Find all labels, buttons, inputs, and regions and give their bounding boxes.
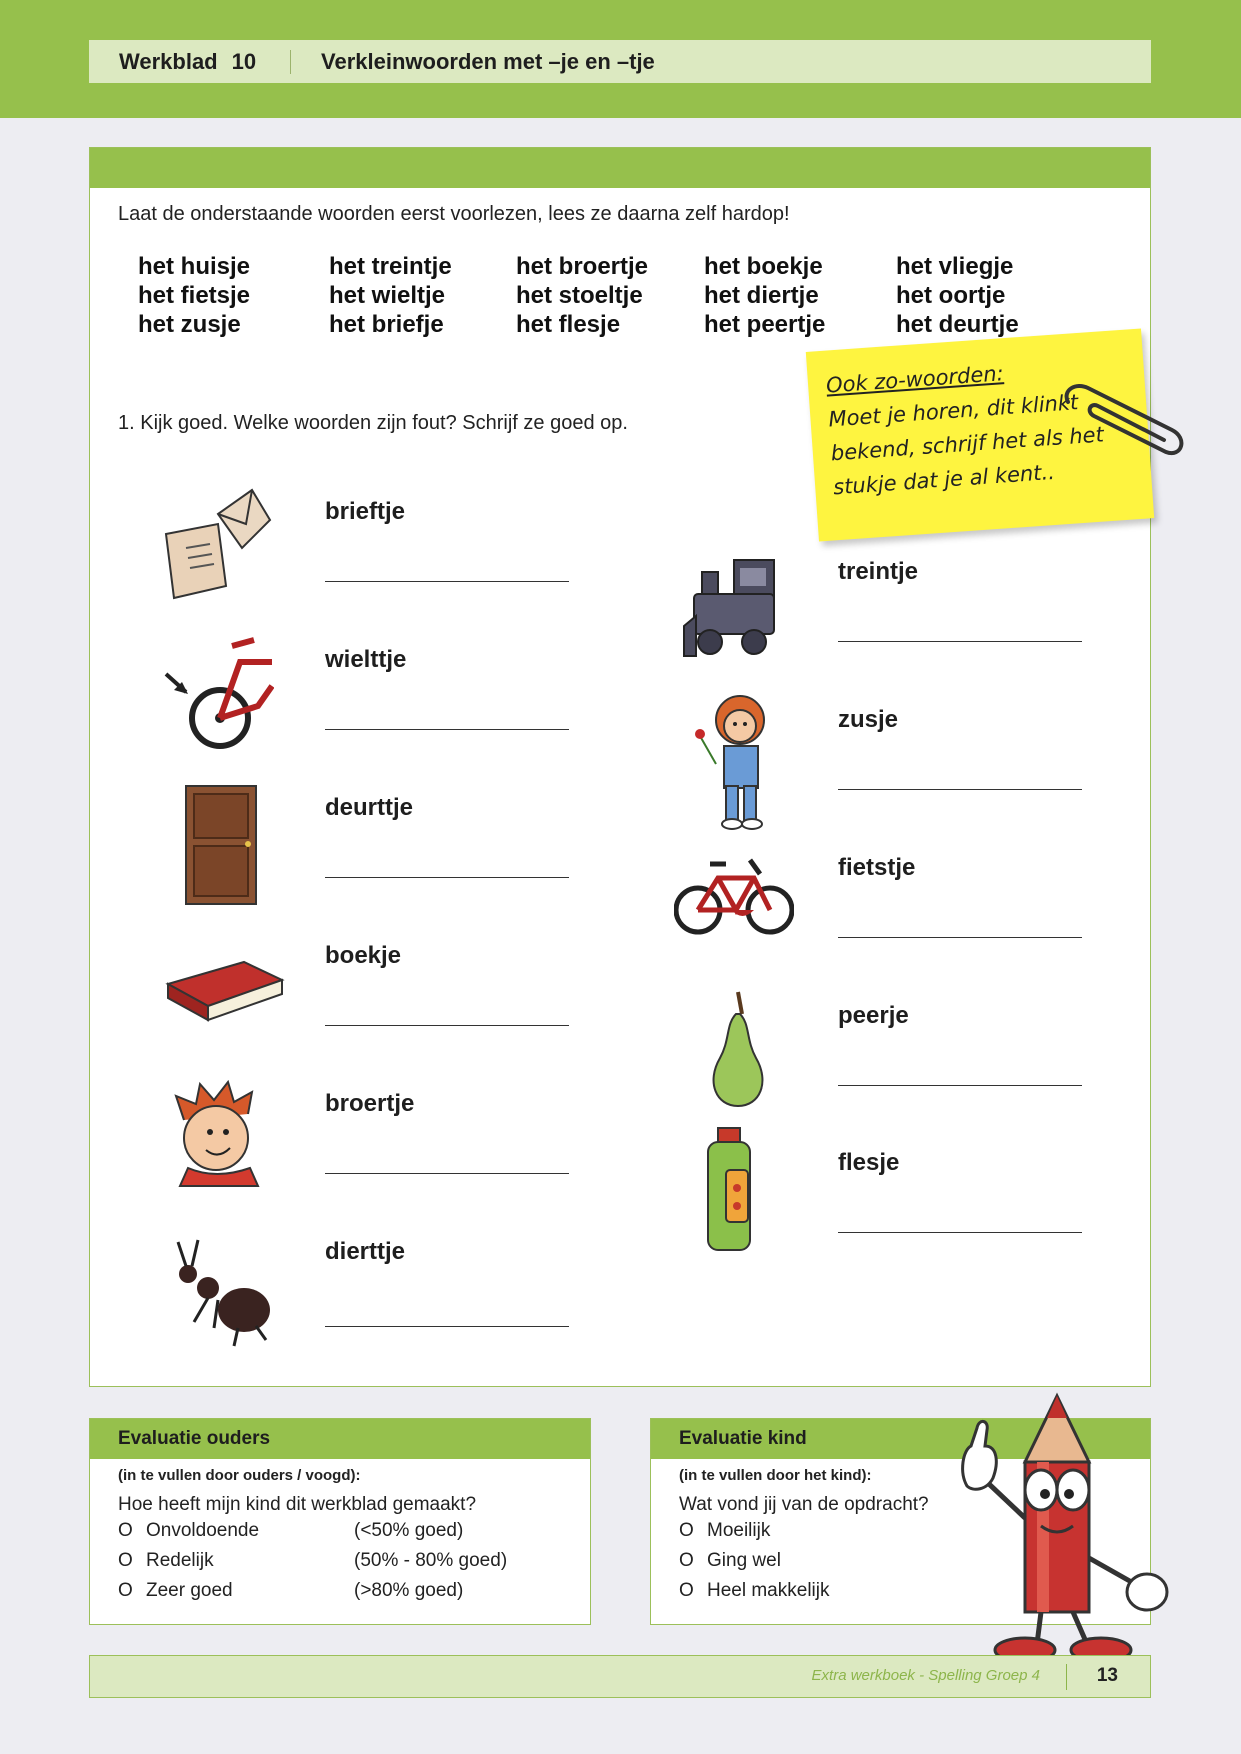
- item-word: boekje: [325, 942, 402, 969]
- answer-line[interactable]: [325, 1173, 569, 1174]
- worksheet-number: 10: [231, 48, 257, 74]
- word: het flesje: [516, 311, 621, 338]
- book-icon: [164, 954, 286, 1026]
- option-circle[interactable]: O: [679, 1520, 694, 1541]
- word: het peertje: [704, 311, 826, 338]
- item-word: zusje: [838, 706, 899, 733]
- girl-icon: [686, 694, 780, 830]
- intro-text: Laat de onderstaande woorden eerst voorlezen, lees ze daarna zelf hardop!: [118, 203, 790, 225]
- option-circle[interactable]: O: [118, 1580, 133, 1601]
- answer-line[interactable]: [325, 1326, 569, 1327]
- option-circle[interactable]: O: [679, 1580, 694, 1601]
- option-range: (50% - 80% goed): [354, 1550, 508, 1571]
- exercise-item-boekje: [325, 942, 585, 970]
- note-line: Moet je horen, dit klinkt: [827, 390, 1079, 432]
- eval-parents-subtitle: (in te vullen door ouders / voogd):: [118, 1467, 361, 1484]
- word-column-2: [329, 252, 516, 339]
- exercise-item-zusje: [838, 706, 1098, 734]
- question-1: 1. Kijk goed. Welke woorden zijn fout? Schrijf ze goed op.: [118, 412, 628, 434]
- pear-icon: [702, 990, 774, 1110]
- option-label: Redelijk: [146, 1550, 214, 1571]
- item-word: deurttje: [325, 794, 414, 821]
- boy-icon: [166, 1080, 270, 1188]
- answer-line[interactable]: [838, 1085, 1082, 1086]
- exercise-item-fietstje: [838, 854, 1098, 882]
- word-column-3: [516, 252, 704, 339]
- note-title: Ook zo-woorden:: [825, 361, 1005, 398]
- title-bar: [89, 40, 1151, 83]
- letter-icon: [162, 486, 274, 608]
- word: het briefje: [329, 311, 444, 338]
- answer-line[interactable]: [838, 1232, 1082, 1233]
- exercise-item-treintje: [838, 558, 1098, 586]
- page-number: 13: [1096, 1665, 1118, 1686]
- word-column-4: [704, 252, 896, 339]
- word-column-5: [896, 252, 1019, 339]
- book-title: Extra werkboek - Spelling Groep 4: [811, 1667, 1040, 1684]
- word-list: [138, 252, 1019, 339]
- exercise-panel: [89, 147, 1151, 1387]
- worksheet-label-text: Werkblad: [119, 48, 218, 74]
- answer-line[interactable]: [325, 581, 569, 582]
- option-label: Heel makkelijk: [707, 1580, 830, 1601]
- word: het stoeltje: [516, 282, 643, 309]
- paperclip-icon: [1060, 382, 1190, 462]
- option-label: Onvoldoende: [146, 1520, 260, 1541]
- word: het oortje: [896, 282, 1006, 309]
- eval-child-question: Wat vond jij van de opdracht?: [679, 1494, 929, 1515]
- word: het zusje: [138, 311, 241, 338]
- item-word: broertje: [325, 1090, 415, 1117]
- bicycle-wheel-icon: [162, 626, 274, 752]
- option-range: (>80% goed): [354, 1580, 464, 1601]
- answer-line[interactable]: [325, 877, 569, 878]
- option-circle[interactable]: O: [118, 1550, 133, 1571]
- answer-line[interactable]: [838, 789, 1082, 790]
- option-label: Moeilijk: [707, 1520, 771, 1541]
- exercise-item-deurttje: [325, 794, 585, 822]
- eval-child-subtitle: (in te vullen door het kind):: [679, 1467, 872, 1484]
- item-word: dierttje: [325, 1238, 406, 1265]
- ant-icon: [168, 1238, 276, 1350]
- bottle-icon: [704, 1126, 754, 1254]
- answer-line[interactable]: [325, 729, 569, 730]
- evaluation-parents: [89, 1418, 591, 1625]
- option-circle[interactable]: O: [679, 1550, 694, 1571]
- answer-line[interactable]: [838, 937, 1082, 938]
- eval-child-title: Evaluatie kind: [651, 1419, 1150, 1459]
- word: het fietsje: [138, 282, 251, 309]
- answer-line[interactable]: [325, 1025, 569, 1026]
- exercise-item-peerje: [838, 1002, 1098, 1030]
- word: het wieltje: [329, 282, 446, 309]
- panel-header: [90, 148, 1150, 188]
- eval-option-redelijk[interactable]: [90, 1546, 590, 1576]
- item-word: fietstje: [838, 854, 916, 881]
- item-word: treintje: [838, 558, 919, 585]
- option-circle[interactable]: O: [118, 1520, 133, 1541]
- page-title: Verkleinwoorden met –je en –tje: [321, 48, 655, 74]
- word: het broertje: [516, 253, 649, 280]
- option-range: (<50% goed): [354, 1520, 464, 1541]
- eval-parents-question: Hoe heeft mijn kind dit werkblad gemaakt?: [118, 1494, 477, 1515]
- pencil-mascot-icon: [945, 1388, 1195, 1666]
- exercise-item-dierttje: [325, 1238, 585, 1266]
- option-label: Zeer goed: [146, 1580, 233, 1601]
- item-word: flesje: [838, 1149, 900, 1176]
- train-icon: [682, 556, 782, 668]
- word: het boekje: [704, 253, 823, 280]
- option-label: Ging wel: [707, 1550, 781, 1571]
- exercise-item-broertje: [325, 1090, 585, 1118]
- bicycle-icon: [674, 856, 794, 938]
- word: het huisje: [138, 253, 251, 280]
- word: het diertje: [704, 282, 819, 309]
- page-footer: [89, 1655, 1151, 1698]
- word-column-1: [138, 252, 329, 339]
- item-word: wielttje: [325, 646, 407, 673]
- exercise-item-flesje: [838, 1149, 1098, 1177]
- item-word: brieftje: [325, 498, 406, 525]
- note-line: stukje dat je al kent..: [832, 459, 1056, 500]
- worksheet-label: [89, 50, 291, 74]
- eval-parents-title: Evaluatie ouders: [90, 1419, 590, 1459]
- answer-line[interactable]: [838, 641, 1082, 642]
- eval-option-zeer-goed[interactable]: [90, 1576, 590, 1606]
- word: het treintje: [329, 253, 452, 280]
- note-line: bekend, schrijf het als het: [830, 422, 1105, 466]
- door-icon: [184, 784, 258, 906]
- eval-option-onvoldoende[interactable]: [90, 1516, 590, 1546]
- word: het deurtje: [896, 311, 1019, 338]
- word: het vliegje: [896, 253, 1014, 280]
- exercise-item-wielttje: [325, 646, 585, 674]
- footer-divider: [1066, 1664, 1067, 1690]
- item-word: peerje: [838, 1002, 909, 1029]
- exercise-item-brieftje: [325, 498, 585, 526]
